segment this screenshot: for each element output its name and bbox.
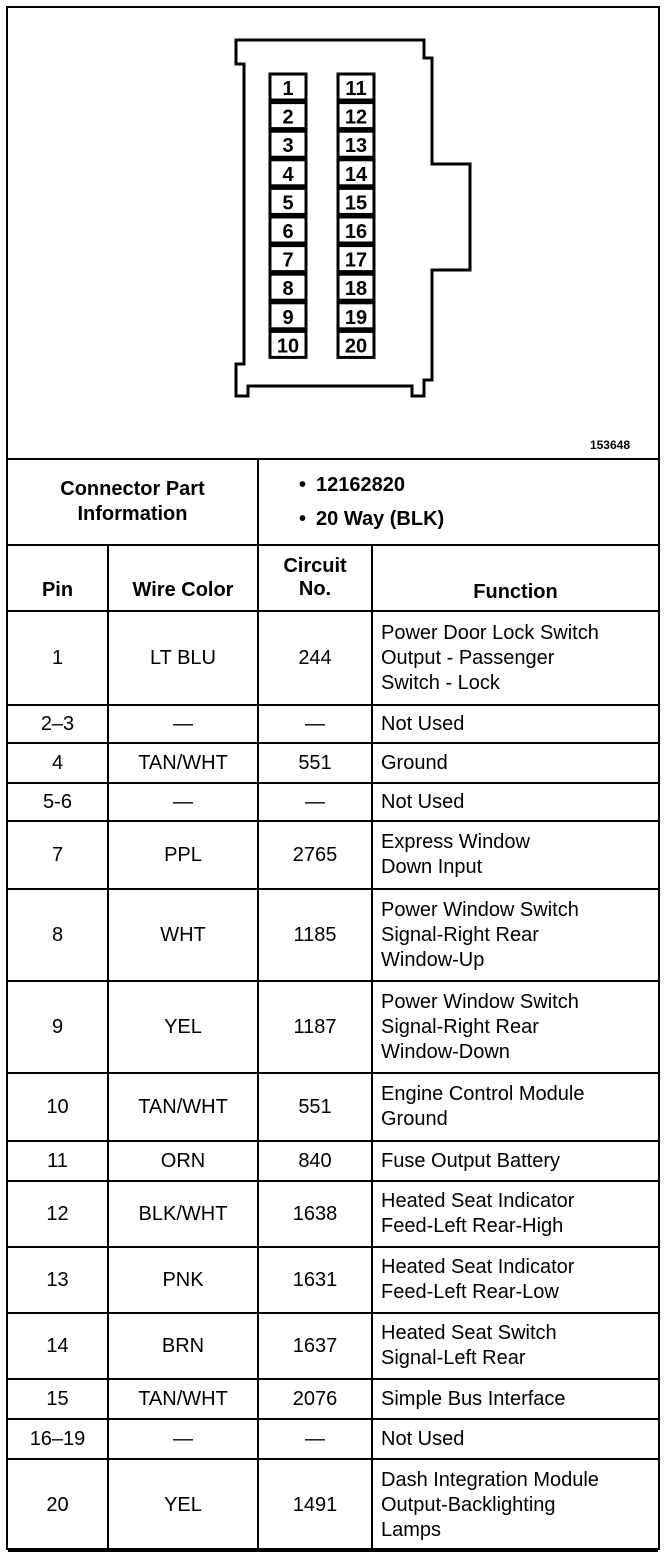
function-cell [372,1459,658,1551]
circuit-cell: 1631 [258,1247,372,1313]
table-row [8,1073,658,1141]
pin-number: 8 [282,278,294,301]
table-row [8,1141,658,1181]
pin-cavity-12 [338,103,374,129]
wire-color-cell: WHT [108,889,258,981]
connector-document [6,6,660,1550]
function-line: Not Used [381,790,465,813]
wire-color-cell: TAN/WHT [108,1379,258,1419]
circuit-cell: 2765 [258,821,372,889]
pin-number: 7 [282,249,294,272]
function-line: Signal-Right Rear [381,923,539,946]
pin-cavity-18 [338,274,374,300]
pin-grid [270,74,374,357]
function-cell [372,1141,658,1181]
pin-cell: 14 [8,1313,108,1379]
pin-number: 2 [282,106,294,129]
connector-info-row [8,459,658,545]
function-cell [372,705,658,743]
function-line: Ground [381,751,448,774]
pin-cavity-13 [338,131,374,157]
wire-color-cell: TAN/WHT [108,1073,258,1141]
function-line: Window-Up [381,948,485,971]
circuit-cell: 244 [258,611,372,705]
pin-cell: 7 [8,821,108,889]
function-line: Not Used [381,1427,465,1450]
table-row [8,889,658,981]
table-row [8,1459,658,1551]
function-cell [372,889,658,981]
pin-cell: 13 [8,1247,108,1313]
pin-number: 6 [282,221,294,243]
function-line: Lamps [381,1518,442,1541]
wire-color-cell: PNK [108,1247,258,1313]
table-row [8,1419,658,1459]
pin-cavity-20 [338,331,374,357]
pin-number: 14 [344,163,368,186]
circuit-cell: 1491 [258,1459,372,1551]
table-row [8,783,658,821]
pin-cavity-5 [270,188,306,214]
function-line: Power Door Lock Switch [381,621,599,644]
function-cell [372,1313,658,1379]
wire-color-cell: YEL [108,981,258,1073]
circuit-header: Circuit No. [258,545,372,611]
function-line: Switch - Lock [381,671,500,694]
circuit-cell: 1638 [258,1181,372,1247]
wire-color-cell: — [108,1419,258,1459]
wire-color-cell: YEL [108,1459,258,1551]
pin-cavity-3 [270,131,306,157]
circuit-cell: 1185 [258,889,372,981]
pin-cavity-2 [270,103,306,129]
connector-table [8,458,658,1552]
table-row [8,981,658,1073]
function-cell [372,821,658,889]
diagram-id-label: 153648 [589,438,630,452]
connector-description: • 20 Way (BLK) [299,502,658,536]
function-line: Engine Control Module [381,1083,585,1105]
pin-number: 20 [344,335,368,358]
function-cell [372,1247,658,1313]
circuit-cell: — [258,1419,372,1459]
function-line: Output-Backlighting [381,1493,556,1516]
pin-number: 10 [276,335,300,358]
pin-number: 16 [344,221,368,243]
function-line: Feed-Left Rear-Low [381,1281,559,1303]
pin-header: Pin [8,545,108,611]
function-line: Simple Bus Interface [381,1387,566,1410]
function-line: Fuse Output Battery [381,1149,560,1172]
pin-cell: 11 [8,1141,108,1181]
table-row [8,1379,658,1419]
pin-cavity-6 [270,217,306,243]
table-row [8,821,658,889]
function-line: Heated Seat Indicator [381,1190,575,1212]
function-cell [372,1419,658,1459]
function-line: Power Window Switch [381,898,579,921]
wire-color-cell: ORN [108,1141,258,1181]
connector-info-values [258,459,658,545]
pin-number: 4 [282,163,294,186]
pin-number: 3 [282,135,294,158]
function-cell [372,1073,658,1141]
pin-cell: 12 [8,1181,108,1247]
circuit-cell: 2076 [258,1379,372,1419]
pin-number: 18 [344,278,368,301]
function-cell [372,1379,658,1419]
function-cell [372,743,658,783]
function-line: Dash Integration Module [381,1468,599,1491]
table-row [8,1247,658,1313]
pin-number: 15 [344,192,368,215]
function-line: Heated Seat Indicator [381,1256,575,1278]
function-line: Express Window [381,831,530,853]
function-line: Signal-Right Rear [381,1015,539,1038]
pin-number: 1 [282,78,294,100]
function-line: Signal-Left Rear [381,1347,526,1369]
pin-cavity-7 [270,246,306,272]
connector-diagram [8,8,658,460]
wire-color-cell: PPL [108,821,258,889]
pin-number: 13 [344,135,368,158]
pin-cavity-14 [338,160,374,186]
connector-face-drawing [8,8,658,458]
pin-cavity-1 [270,74,306,100]
connector-info-label: Connector Part Information [8,459,258,545]
pin-cavity-9 [270,303,306,329]
circuit-cell: 1637 [258,1313,372,1379]
function-cell [372,611,658,705]
pin-cell: 8 [8,889,108,981]
function-line: Down Input [381,856,483,878]
pin-cell: 16–19 [8,1419,108,1459]
wire-color-cell: — [108,705,258,743]
function-line: Heated Seat Switch [381,1322,557,1344]
pin-cavity-10 [270,331,306,357]
wire-color-cell: TAN/WHT [108,743,258,783]
function-line: Output - Passenger [381,646,555,669]
pin-cell: 9 [8,981,108,1073]
circuit-cell: 840 [258,1141,372,1181]
pin-number: 11 [345,78,367,100]
function-line: Window-Down [381,1040,510,1063]
wire-color-header: Wire Color [108,545,258,611]
pin-cavity-16 [338,217,374,243]
pin-number: 17 [344,249,368,272]
wire-color-cell: BRN [108,1313,258,1379]
pin-cell: 4 [8,743,108,783]
function-line: Not Used [381,712,465,735]
pin-number: 19 [344,306,368,329]
table-row [8,611,658,705]
function-line: Feed-Left Rear-High [381,1215,564,1237]
circuit-cell: — [258,705,372,743]
pin-cell: 10 [8,1073,108,1141]
circuit-cell: 551 [258,1073,372,1141]
pin-cavity-11 [338,74,374,100]
pin-number: 9 [282,306,294,329]
function-cell [372,1181,658,1247]
pin-cavity-4 [270,160,306,186]
pin-cavity-19 [338,303,374,329]
circuit-cell: — [258,783,372,821]
pin-number: 5 [282,192,294,215]
pin-cavity-17 [338,246,374,272]
function-line: Power Window Switch [381,990,579,1013]
function-cell [372,981,658,1073]
pin-cell: 5-6 [8,783,108,821]
table-row [8,1313,658,1379]
pin-cell: 15 [8,1379,108,1419]
wire-color-cell: BLK/WHT [108,1181,258,1247]
table-row [8,705,658,743]
pin-cell: 1 [8,611,108,705]
function-cell [372,783,658,821]
pin-cavity-8 [270,274,306,300]
connector-part-number: • 12162820 [299,468,658,502]
pin-cell: 2–3 [8,705,108,743]
pin-cell: 20 [8,1459,108,1551]
pin-number: 12 [344,106,368,129]
circuit-cell: 1187 [258,981,372,1073]
table-row [8,1181,658,1247]
pin-cavity-15 [338,188,374,214]
function-header: Function [372,545,658,611]
wire-color-cell: LT BLU [108,611,258,705]
function-line: Ground [381,1108,448,1130]
circuit-cell: 551 [258,743,372,783]
wire-color-cell: — [108,783,258,821]
table-header-row [8,545,658,611]
table-row [8,743,658,783]
